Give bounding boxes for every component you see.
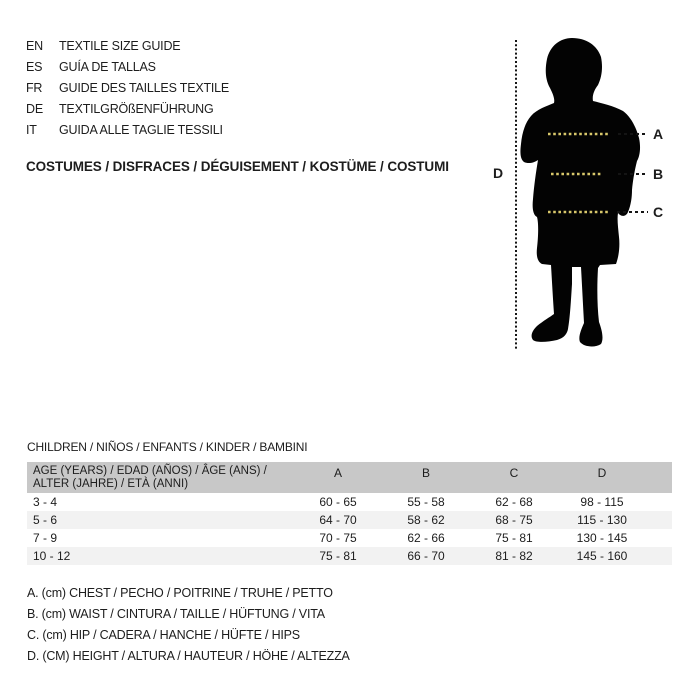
age-cell: 3 - 4 [33,495,58,509]
table-header-row [27,462,672,493]
age-cell: 5 - 6 [33,513,58,527]
hip-cell: 62 - 68 [495,495,533,509]
height-cell: 145 - 160 [576,549,628,563]
age-cell: 7 - 9 [33,531,58,545]
waist-cell: 66 - 70 [407,549,445,563]
age-header-line2: ALTER (JAHRE) / ETÀ (ANNI) [33,478,189,490]
language-row-en [26,36,229,57]
waist-cell: 62 - 66 [407,531,445,545]
language-label: GUIDA ALLE TAGLIE TESSILI [59,122,223,137]
age-column-header [27,462,294,493]
language-list [26,36,229,140]
height-cell: 115 - 130 [577,513,627,527]
age-header-line1: AGE (YEARS) / EDAD (AÑOS) / ÂGE (ANS) / [33,465,267,477]
height-cell: 98 - 115 [580,495,624,509]
chest-measure-label: A [652,126,664,142]
language-label: TEXTILGRÖßENFÜHRUNG [59,101,214,116]
language-label: GUIDE DES TAILLES TEXTILE [59,80,230,95]
language-code: FR [26,80,43,95]
language-code: DE [26,101,43,116]
waist-cell: 58 - 62 [407,513,445,527]
measure-legend [27,583,350,667]
size-table [27,462,672,565]
table-row [27,511,672,529]
header-spacer [646,462,672,493]
language-code: IT [26,122,37,137]
column-header-d: D [597,466,607,480]
hip-measure-label: C [652,204,664,220]
chest-cell: 75 - 81 [319,549,357,563]
category-heading: COSTUMES / DISFRACES / DÉGUISEMENT / KOSTÜME / COSTUMI [26,159,449,174]
table-title: CHILDREN / NIÑOS / ENFANTS / KINDER / BAMBINI [27,440,308,454]
table-row [27,493,672,511]
hip-cell: 81 - 82 [495,549,533,563]
waist-cell: 55 - 58 [407,495,445,509]
language-row-fr [26,78,229,99]
column-header-b: B [421,466,430,480]
measurement-figure [470,20,700,360]
language-code: ES [26,60,43,75]
legend-height: D. (CM) HEIGHT / ALTURA / HAUTEUR / HÖHE / ALTEZZA [27,649,350,663]
chest-cell: 60 - 65 [319,495,357,509]
column-header-a: A [333,466,342,480]
height-cell: 130 - 145 [576,531,628,545]
language-label: GUÍA DE TALLAS [59,60,156,75]
chest-cell: 70 - 75 [319,531,357,545]
language-row-es [26,57,229,78]
legend-chest: A. (cm) CHEST / PECHO / POITRINE / TRUHE / PETTO [27,586,333,600]
chest-cell: 64 - 70 [319,513,357,527]
language-label: TEXTILE SIZE GUIDE [59,39,181,54]
height-measure-label: D [492,165,504,181]
waist-measure-label: B [652,166,664,182]
legend-waist: B. (cm) WAIST / CINTURA / TAILLE / HÜFTUNG / VITA [27,607,325,621]
legend-hip: C. (cm) HIP / CADERA / HANCHE / HÜFTE / HIPS [27,628,300,642]
hip-cell: 75 - 81 [495,531,533,545]
table-row [27,547,672,565]
age-cell: 10 - 12 [33,549,71,563]
table-row [27,529,672,547]
hip-cell: 68 - 75 [495,513,533,527]
child-silhouette-icon [520,38,640,346]
column-header-c: C [509,466,519,480]
language-code: EN [26,39,43,54]
language-row-it [26,119,229,140]
language-row-de [26,98,229,119]
